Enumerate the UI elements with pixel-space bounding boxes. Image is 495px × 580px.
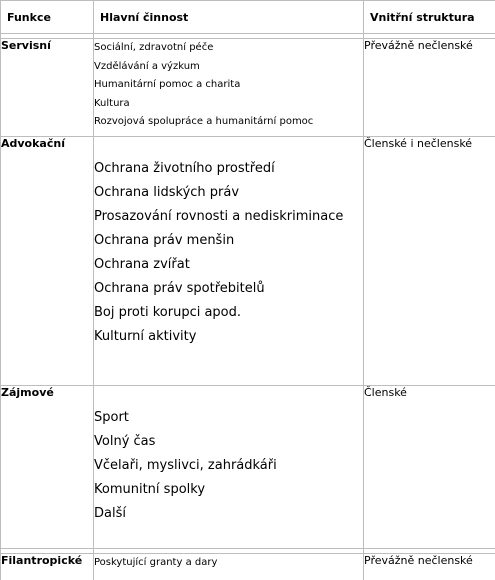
activity-item: Rozvojová spolupráce a humanitární pomoc [94,113,363,132]
table-row-filantropicke [1,554,495,580]
activity-item: Kulturní aktivity [94,325,363,349]
function-cell: Servisní [1,39,94,137]
table-row-advokacni [1,137,495,386]
activity-item: Další [94,502,363,526]
activity-item: Ochrana práv menšin [94,229,363,253]
function-cell: Advokační [1,137,94,386]
activity-cell [94,554,364,580]
activity-item: Ochrana práv spotřebitelů [94,277,363,301]
activity-item: Humanitární pomoc a charita [94,76,363,95]
header-funkce: Funkce [1,1,94,34]
activity-item: Vzdělávání a výzkum [94,58,363,77]
table-header-row [1,1,495,34]
activity-item: Ochrana lidských práv [94,181,363,205]
activity-item: Včelaři, myslivci, zahrádkáři [94,454,363,478]
table-row-servisni [1,39,495,137]
activity-cell [94,137,364,386]
activity-item: Ochrana zvířat [94,253,363,277]
header-hlavni-cinnost: Hlavní činnost [94,1,364,34]
activity-cell [94,39,364,137]
activity-item: Sport [94,406,363,430]
activity-cell [94,386,364,549]
header-vnitrni-struktura: Vnitřní struktura [364,1,495,34]
structure-cell: Převážně nečlenské [364,554,495,580]
structure-cell: Členské [364,386,495,549]
activity-item: Boj proti korupci apod. [94,301,363,325]
table-row-zajmove [1,386,495,549]
activity-item: Sociální, zdravotní péče [94,39,363,58]
structure-cell: Převážně nečlenské [364,39,495,137]
activity-item: Volný čas [94,430,363,454]
activity-item: Prosazování rovnosti a nediskriminace [94,205,363,229]
function-cell: Filantropické [1,554,94,580]
activity-item: Ochrana životního prostředí [94,157,363,181]
structure-cell: Členské i nečlenské [364,137,495,386]
activity-item: Poskytující granty a dary [94,554,363,573]
activity-item: Komunitní spolky [94,478,363,502]
function-cell: Zájmové [1,386,94,549]
activity-item: Kultura [94,95,363,114]
